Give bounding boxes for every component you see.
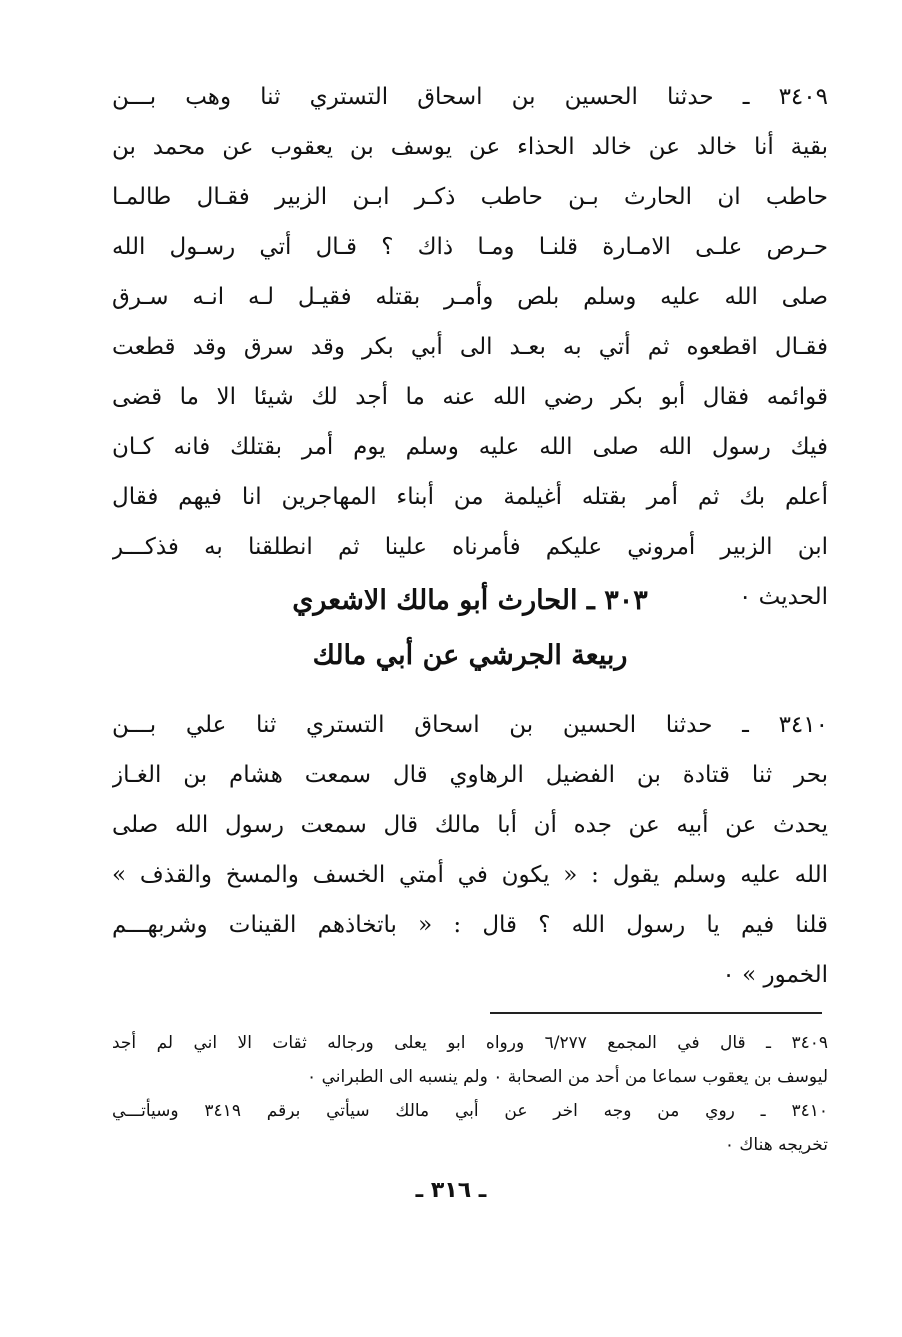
text-line: فقـال اقطعوه ثم أتي به بعـد الى أبي بكر وقد سرق وقد قطعت [112, 334, 828, 360]
text-line: أعلم بك ثم أمر بقتله أغيلمة من أبناء المهاجرين انا فيهم فقال [112, 484, 828, 510]
page-number: ـ ٣١٦ ـ [415, 1178, 487, 1203]
text-line: الحديث ٠ [739, 584, 828, 610]
text-line: الخمور » ٠ [722, 962, 828, 988]
text-line: ٣٤٠٩ ـ حدثنا الحسين بن اسحاق التستري ثنا وهب بـــن [112, 84, 828, 110]
footnote-line: تخريجه هناك ٠ [724, 1135, 828, 1155]
text-line: قوائمه فقال أبو بكر رضي الله عنه ما أجد لك شيئا الا ما قضى [112, 384, 828, 410]
text-line: قلنا فيم يا رسول الله ؟ قال : « باتخاذهم القينات وشربهـــم [112, 912, 828, 938]
text-line: يحدث عن أبيه عن جده أن أبا مالك قال سمعت رسول الله صلى [112, 812, 828, 838]
text-line: صلى الله عليه وسلم بلص وأمـر بقتله فقيـل لـه انـه سـرق [112, 284, 828, 310]
text-line: فيك رسول الله صلى الله عليه وسلم يوم أمر بقتلك فانه كـان [112, 434, 828, 460]
text-line: ٣٤١٠ ـ حدثنا الحسين بن اسحاق التستري ثنا علي بـــن [112, 712, 828, 738]
section-title: ٣٠٣ ـ الحارث أبو مالك الاشعري [292, 585, 648, 616]
hadith-3409-block [112, 72, 828, 622]
text-line: بقية أنا خالد عن خالد الحذاء عن يوسف بن يعقوب عن محمد بن [112, 134, 828, 160]
text-line: ابن الزبير أمروني عليكم فأمرناه علينا ثم انطلقنا به فذكـــر [112, 534, 828, 560]
text-line: حاطب ان الحارث بـن حاطب ذكـر ابـن الزبير فقـال طالمـا [112, 184, 828, 210]
footnote-divider [490, 1012, 822, 1014]
footnotes-block [112, 1026, 828, 1162]
hadith-3410-block [112, 700, 828, 1000]
footnote-line: ٣٤١٠ ـ روي من وجه اخر عن أبي مالك سيأتي برقم ٣٤١٩ وسيأتـــي [112, 1101, 828, 1121]
text-line: بحر ثنا قتادة بن الفضيل الرهاوي قال سمعت هشام بن الغـاز [112, 762, 828, 788]
text-line: الله عليه وسلم يقول : « يكون في أمتي الخسف والمسخ والقذف » [112, 862, 828, 888]
text-line: حـرص علـى الامـارة قلنـا ومـا ذاك ؟ قـال أتي رسـول الله [112, 234, 828, 260]
footnote-line: ليوسف بن يعقوب سماعا من أحد من الصحابة ٠ ولم ينسبه الى الطبراني ٠ [307, 1067, 828, 1087]
footnote-line: ٣٤٠٩ ـ قال في المجمع ٦/٢٧٧ ورواه ابو يعلى ورجاله ثقات الا اني لم أجد [112, 1033, 828, 1053]
section-subtitle: ربيعة الجرشي عن أبي مالك [312, 640, 628, 671]
